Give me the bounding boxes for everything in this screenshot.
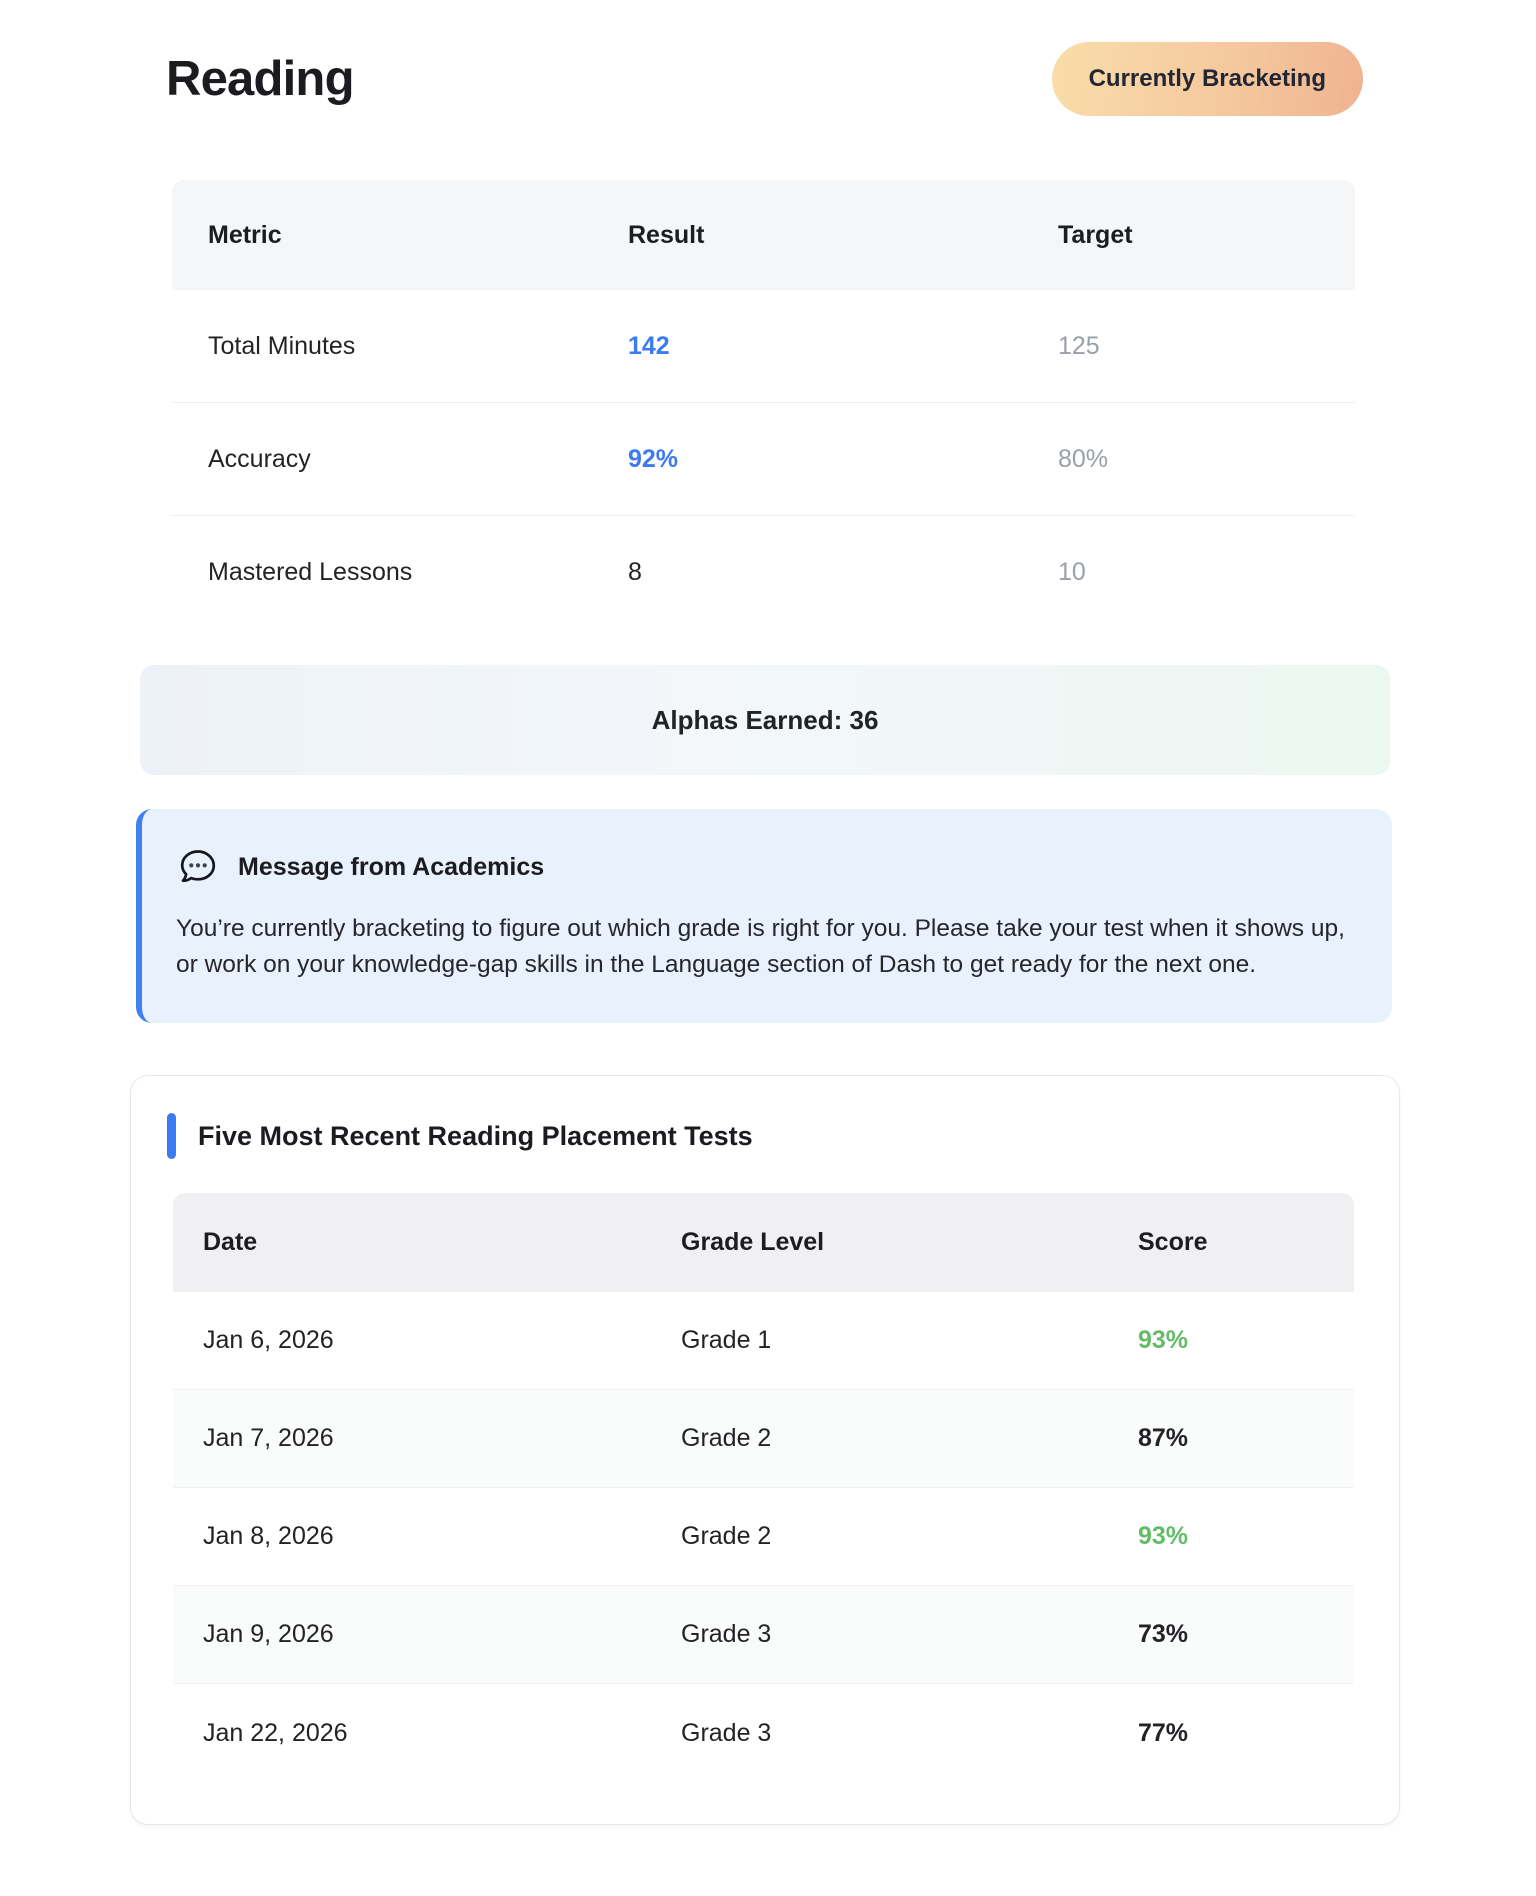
result-value: 92% <box>628 444 679 473</box>
metrics-table-header-row <box>172 180 1355 290</box>
placement-row-4 <box>173 1586 1354 1684</box>
placement-tests-card <box>130 1075 1400 1825</box>
accent-bar <box>167 1113 176 1159</box>
placement-section-header <box>167 1113 1354 1159</box>
message-title: Message from Academics <box>238 852 545 881</box>
placement-header-score: Score <box>1138 1228 1208 1256</box>
speech-bubble-icon <box>176 845 220 889</box>
placement-row-1 <box>173 1292 1354 1390</box>
metrics-row-mastered-lessons <box>172 516 1355 629</box>
metrics-header-result: Result <box>628 220 705 249</box>
metric-name: Mastered Lessons <box>208 558 413 586</box>
placement-tests-table <box>173 1193 1354 1782</box>
grade-level-cell: Grade 2 <box>681 1424 772 1452</box>
grade-level-cell: Grade 2 <box>681 1522 772 1550</box>
message-title-row <box>176 845 1350 889</box>
score-cell: 87% <box>1138 1424 1189 1452</box>
score-cell: 93% <box>1138 1522 1189 1550</box>
score-cell: 73% <box>1138 1620 1189 1648</box>
message-body: You’re currently bracketing to figure out which grade is right for you. Please take your test when it shows up, or work on your knowledge-gap skills in the Language section of Dash to get ready for the next one. <box>176 915 1345 978</box>
date-cell: Jan 8, 2026 <box>203 1522 334 1550</box>
page-header <box>133 42 1403 116</box>
metrics-row-total-minutes <box>172 290 1355 403</box>
metrics-header-metric: Metric <box>208 220 282 249</box>
grade-level-cell: Grade 3 <box>681 1718 772 1747</box>
placement-row-2 <box>173 1390 1354 1488</box>
message-from-academics-card <box>136 809 1392 1023</box>
page-title: Reading <box>166 52 354 106</box>
date-cell: Jan 9, 2026 <box>203 1620 334 1648</box>
metric-name: Total Minutes <box>208 331 356 360</box>
target-value: 10 <box>1058 558 1086 586</box>
placement-table-header-row <box>173 1193 1354 1292</box>
status-badge: Currently Bracketing <box>1052 42 1363 116</box>
date-cell: Jan 7, 2026 <box>203 1424 334 1452</box>
grade-level-cell: Grade 3 <box>681 1620 772 1648</box>
alphas-earned-banner <box>140 665 1390 775</box>
placement-header-date: Date <box>203 1228 258 1256</box>
metrics-header-target: Target <box>1058 220 1133 249</box>
metrics-row-accuracy <box>172 403 1355 516</box>
grade-level-cell: Grade 1 <box>681 1326 772 1354</box>
reading-report-page <box>133 0 1403 1859</box>
date-cell: Jan 6, 2026 <box>203 1326 334 1354</box>
alphas-earned-text: Alphas Earned: 36 <box>651 704 879 735</box>
score-cell: 93% <box>1138 1326 1189 1354</box>
placement-row-3 <box>173 1488 1354 1586</box>
date-cell: Jan 22, 2026 <box>203 1718 348 1747</box>
placement-row-5 <box>173 1684 1354 1782</box>
placement-section-title: Five Most Recent Reading Placement Tests <box>198 1120 753 1151</box>
result-value: 8 <box>628 558 642 586</box>
metric-name: Accuracy <box>208 444 311 473</box>
target-value: 125 <box>1058 331 1100 360</box>
target-value: 80% <box>1058 444 1109 473</box>
score-cell: 77% <box>1138 1718 1189 1747</box>
placement-header-grade-level: Grade Level <box>681 1228 825 1256</box>
metrics-table <box>172 180 1355 629</box>
result-value: 142 <box>628 331 670 360</box>
